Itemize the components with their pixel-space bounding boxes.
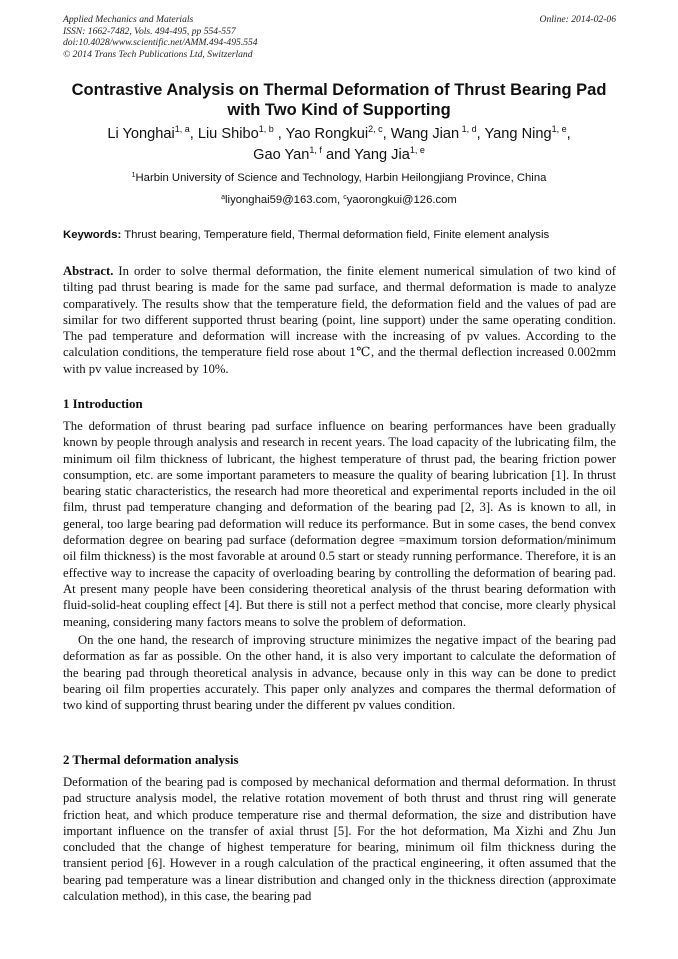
abstract-text: In order to solve thermal deformation, the finite element numerical simulation of two kind of tilting pad thrust bearing is made for the same pad surface, and thermal deformation is made to analyze comparatively. The results show that the temperature field, the deformation field and the values of pad are similar for two different supported thrust bearing (point, line support) under the same operating condition. The pad temperature and deformation will increase with the increasing of pv values. According to the calculation conditions, the temperature field rose about 1℃, and the thermal deflection increased 0.002mm with pv value increased by 10%. bbox=[63, 264, 616, 376]
author-name: Yao Rongkui bbox=[285, 126, 369, 142]
copyright-line: © 2014 Trans Tech Publications Ltd, Switzerland bbox=[63, 48, 253, 60]
paper-title: Contrastive Analysis on Thermal Deformation of Thrust Bearing Pad with Two Kind of Supporting bbox=[71, 81, 607, 119]
doi-line: doi:10.4028/www.scientific.net/AMM.494-495.554 bbox=[63, 37, 258, 49]
journal-header bbox=[63, 14, 616, 60]
author-superscript: 2, c bbox=[368, 124, 383, 134]
author-name: Liu Shibo bbox=[197, 126, 259, 142]
author-name: Gao Yan bbox=[253, 147, 310, 163]
email-superscript: a bbox=[221, 194, 226, 201]
author-superscript: 1, d bbox=[459, 124, 477, 134]
author-separator: , bbox=[189, 126, 198, 142]
author-name: Yang Ning bbox=[484, 126, 552, 142]
author-separator: , bbox=[476, 126, 485, 142]
introduction-paragraph: The deformation of thrust bearing pad surface influence on bearing performances have been gradually known by people through analysis and research in recent years. The load capacity of the lubricating film, the minimum oil film thickness of lubricant, the highest temperature of thrust pad, the bearing friction power consumption, etc. are some important parameters to measure the quality of bearing lubrication [1]. In thrust bearing static characteristics, the research had more theoretical and experimental reports included in the oil film, thrust pad temperature changing and deformation of the bearing pad [2, 3]. As is known to all, in general, too large bearing pad deformation will reduce its performance. But in some cases, the bend convex deformation degree on bearing pad surface (deformation degree =maximum torsion deformation/minimum oil film thickness) is the most favorable at around 0.5 start or steady running performance. Therefore, it is an effective way to increase the capacity of overloading bearing by controlling the deformation of bearing pad. At present many people have been considering theoretical analysis of the thrust bearing deformation with fluid-solid-heat coupling effect [4]. But there is still not a perfect method that concise, more clearly physical meaning, considering many factors means to solve the problem of deformation. bbox=[63, 419, 616, 629]
author-superscript: 1, f bbox=[309, 145, 322, 155]
author-separator: , bbox=[382, 126, 391, 142]
abstract-label: Abstract. bbox=[63, 264, 114, 278]
thermal-deformation-paragraph: Deformation of the bearing pad is composed by mechanical deformation and thermal deformation. In thrust pad structure analysis model, the relative rotation movement of both thrust and thrust ring will generate friction heat, and which produce temperature rise and thermal deformation, the size and distribution have important influence on the transfer of axial thrust [5]. For the hot deformation, Ma Xizhi and Zhu Jun concluded that the change of highest temperature for bearing, minimum oil film thickness during the transient period [6]. However in a rough calculation of the practical engineering, it often assumed that the bearing pad temperature was a linear distribution and changed only in the thickness direction (approximate calculation method), in this case, the bearing pad bbox=[63, 775, 616, 904]
journal-name: Applied Mechanics and Materials bbox=[63, 14, 194, 25]
author-separator: , bbox=[273, 126, 286, 142]
issn-line: ISSN: 1662-7482, Vols. 494-495, pp 554-557 bbox=[63, 25, 236, 37]
author-superscript: 1, b bbox=[258, 124, 274, 134]
section-heading-introduction: 1 Introduction bbox=[63, 397, 143, 411]
introduction-paragraph: On the one hand, the research of improving structure minimizes the negative impact of the bearing pad deformation as far as possible. On the other hand, it is also very important to calculate the deformation of the bearing pad through theoretical analysis in advance, because only in this way can be done to predict bearing oil film properties accurately. This paper only analyzes and compares the thermal deformation of two kind of supporting thrust bearing under the different pv values condition. bbox=[63, 633, 616, 713]
author-name: Wang Jian bbox=[390, 126, 460, 142]
keywords-label: Keywords: bbox=[63, 229, 122, 241]
email-address[interactable]: yaorongkui@126.com bbox=[346, 194, 457, 206]
abstract bbox=[63, 263, 616, 377]
author-superscript: 1, e bbox=[551, 124, 567, 134]
author-name: Yang Jia bbox=[354, 147, 410, 163]
affiliation bbox=[60, 171, 618, 185]
section-heading-thermal-deformation: 2 Thermal deformation analysis bbox=[63, 753, 239, 767]
author-superscript: 1, e bbox=[409, 145, 425, 155]
online-date: Online: 2014-02-06 bbox=[539, 14, 616, 25]
author-separator: and bbox=[321, 147, 355, 163]
keywords bbox=[63, 228, 616, 242]
author-superscript: 1, a bbox=[174, 124, 190, 134]
author-separator: , bbox=[566, 126, 571, 142]
keywords-text: Thrust bearing, Temperature field, Thermal deformation field, Finite element analysis bbox=[121, 229, 550, 241]
author-name: Li Yonghai bbox=[107, 126, 175, 142]
email-superscript: c bbox=[343, 194, 347, 201]
affiliation-superscript: 1 bbox=[131, 172, 136, 179]
author-list bbox=[60, 124, 618, 166]
author-emails bbox=[60, 193, 618, 207]
affiliation-text: Harbin University of Science and Technology, Harbin Heilongjiang Province, China bbox=[135, 172, 547, 184]
email-address[interactable]: liyonghai59@163.com, bbox=[225, 194, 344, 206]
